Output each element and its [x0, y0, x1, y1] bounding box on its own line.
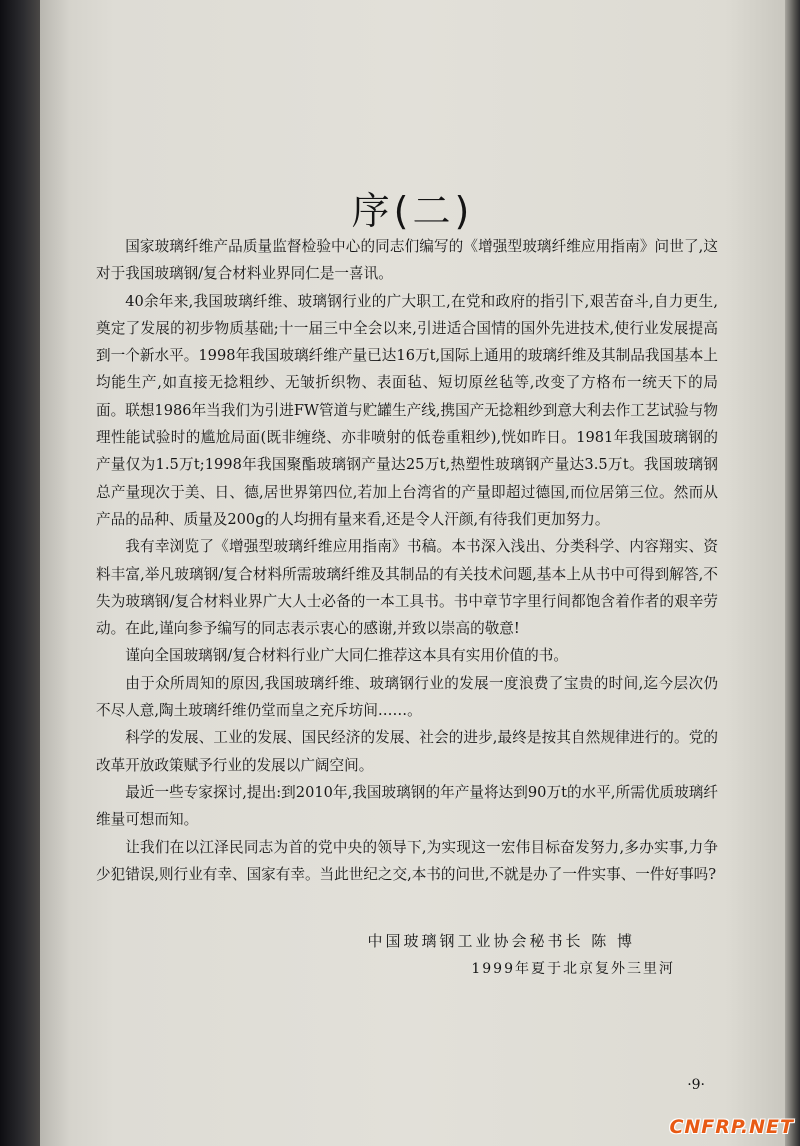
paragraph-6: 科学的发展、工业的发展、国民经济的发展、社会的进步,最终是按其自然规律进行的。党的改革开放政策赋予行业的发展以广阔空间。	[96, 729, 718, 774]
page-title: 序(二)	[351, 189, 474, 233]
preface-body	[96, 233, 718, 888]
paragraph-4: 谨向全国玻璃钢/复合材料行业广大同仁推荐这本具有实用价值的书。	[125, 647, 568, 665]
page-edge-shadow	[785, 0, 800, 1146]
signature-date: 1999年夏于北京复外三里河	[471, 961, 675, 977]
page-number: ·9·	[687, 1077, 705, 1093]
site-watermark: CNFRP.NET	[669, 1116, 794, 1138]
paragraph-1: 国家玻璃纤维产品质量监督检验中心的同志们编写的《增强型玻璃纤维应用指南》问世了,这对于我国玻璃钢/复合材料业界同仁是一喜讯。	[96, 238, 718, 283]
signature-organization: 中国玻璃钢工业协会秘书长 陈 博	[367, 932, 635, 950]
book-spine-shadow	[0, 0, 40, 1146]
paragraph-8: 让我们在以江泽民同志为首的党中央的领导下,为实现这一宏伟目标奋发努力,多办实事,力争少犯错误,则行业有幸、国家有幸。当此世纪之交,本书的问世,不就是办了一件实事、一件好事吗?	[96, 838, 718, 883]
paragraph-5: 由于众所周知的原因,我国玻璃纤维、玻璃钢行业的发展一度浪费了宝贵的时间,迄今层次仍不尽人意,陶土玻璃纤维仍堂而皇之充斥坊间……。	[96, 674, 718, 720]
paragraph-7: 最近一些专家探讨,提出:到2010年,我国玻璃钢的年产量将达到90万t的水平,所需优质玻璃纤维量可想而知。	[96, 783, 718, 829]
paragraph-2: 40余年来,我国玻璃纤维、玻璃钢行业的广大职工,在党和政府的指引下,艰苦奋斗,自力更生,奠定了发展的初步物质基础;十一届三中全会以来,引进适合国情的国外先进技术,使行业发展提高到一个新水平。1998年我国玻璃纤维产量已达16万t,国际上通用的玻璃纤维及其制品我国基本上均能生产,如直接无捻粗纱、无皱折织物、表面毡、短切原丝毡等,改变了方格布一统天下的局面。联想1986年当我们为引进FW管道与贮罐生产线,携国产无捻粗纱到意大利去作工艺试验与物理性能试验时的尴尬局面(既非缠绕、亦非喷射的低卷重粗纱),恍如昨日。1981年我国玻璃钢的产量仅为1.5万t;1998年我国聚酯玻璃钢产量达25万t,热塑性玻璃钢产量达3.5万t。我国玻璃钢总产量现次于美、日、德,居世界第四位,若加上台湾省的产量即超过德国,而位居第三位。然而从产品的品种、质量及200g的人均拥有量来看,还是令人汗颜,有待我们更加努力。	[96, 292, 718, 528]
paragraph-3: 我有幸浏览了《增强型玻璃纤维应用指南》书稿。本书深入浅出、分类科学、内容翔实、资料丰富,举凡玻璃钢/复合材料所需玻璃纤维及其制品的有关技术问题,基本上从书中可得到解答,不失为玻璃钢/复合材料业界广大人士必备的一本工具书。书中章节字里行间都饱含着作者的艰辛劳动。在此,谨向参予编写的同志表示衷心的感谢,并致以崇高的敬意!	[96, 538, 718, 638]
document-page	[40, 0, 785, 1146]
